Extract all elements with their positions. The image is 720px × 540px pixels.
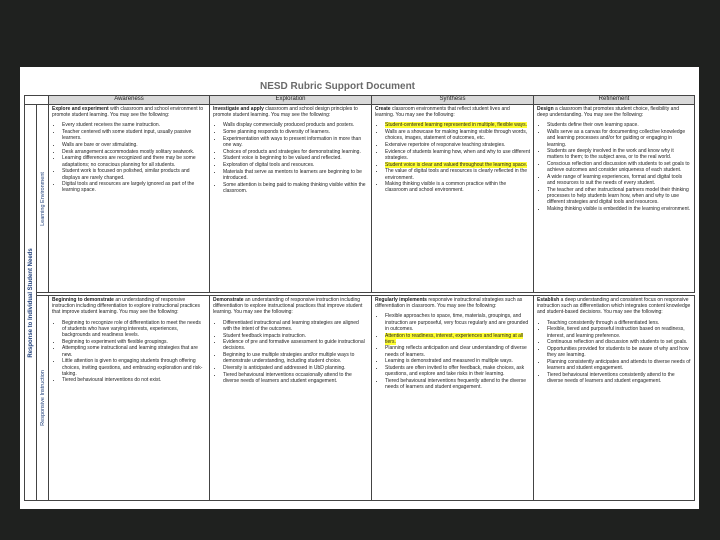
cell-bullet-item bbox=[385, 378, 530, 390]
cell-bullet-text: Teaching consistently through a differentiated lens. bbox=[547, 319, 660, 326]
cell-intro bbox=[52, 297, 206, 316]
outer-row-label bbox=[25, 105, 37, 501]
rubric-table bbox=[24, 95, 695, 501]
cell-intro-text: classroom environments that reflect student lives and learning. You may see the following: bbox=[375, 106, 510, 119]
cell-bullet-item bbox=[223, 352, 368, 364]
cell-bullet-text: Tiered behavioural interventions occasionally attend to the diverse needs of learners and student engagement. bbox=[223, 371, 352, 384]
cell-bullet-item bbox=[547, 320, 691, 326]
cell-bullet-text: Choices of products and strategies for demonstrating learning. bbox=[223, 148, 361, 155]
cell-intro-text: classroom and school design principles to promote student learning. You may see the following: bbox=[213, 106, 358, 119]
cell-bullet-text: Beginning to experiment with flexible groupings. bbox=[62, 338, 168, 345]
cell-bullet-item bbox=[223, 365, 368, 371]
rubric-table-wrapper bbox=[24, 95, 694, 505]
cell-bullet-item bbox=[62, 149, 206, 155]
cell-bullet-item bbox=[62, 320, 206, 339]
cell bbox=[372, 105, 534, 293]
cell-intro bbox=[52, 106, 206, 118]
rubric-document bbox=[20, 67, 699, 509]
cell-bullet-text: Tiered behavioural interventions do not exist. bbox=[62, 377, 162, 384]
cell-bullet-item bbox=[62, 181, 206, 193]
cell-bullet-item bbox=[223, 122, 368, 128]
cell-bullet-text: Walls serve as a canvas for documenting collective knowledge and learning processes and/or for guiding or engaging in learning. bbox=[547, 129, 686, 148]
cell-bullet-text: Teacher centered with some student input, usually passive learners. bbox=[62, 129, 192, 142]
cell-bullet-text: Differentiated instructional and learning strategies are aligned with the intent of the outcomes. bbox=[223, 319, 359, 332]
cell-bullet-text: Desk arrangement accommodates mostly solitary seatwork. bbox=[62, 148, 195, 155]
cell-bullet-text: Student-centered learning represented in multiple, flexible ways. bbox=[385, 122, 528, 129]
cell-intro bbox=[375, 106, 530, 118]
cell-bullet-text: Flexible approaches to space, time, materials, groupings, and instruction are purposeful, very focus regularly and are grounded in outcomes. bbox=[385, 313, 529, 332]
cell-bullet-list bbox=[213, 122, 368, 194]
cell-bullet-text: Planning consistently anticipates and attends to diverse needs of learners and student engagement. bbox=[547, 358, 691, 372]
cell-intro-keyword: Regularly implements bbox=[375, 297, 427, 303]
cell-bullet-item bbox=[223, 320, 368, 332]
cell-intro-text: an understanding of responsive instruction including differentiation to explore instructional practices that improve student learning. You may see the following: bbox=[52, 297, 201, 316]
cell-bullet-text: Conscious reflection and discussion with students to set goals to achieve outcomes and consider uniqueness of each student. bbox=[547, 161, 690, 174]
cell-bullet-text: Materials that serve as mentors to learners are beginning to be introduced. bbox=[223, 168, 362, 182]
cell-bullet-list bbox=[537, 320, 691, 385]
cell-intro-text: a classroom that promotes student choice, flexibility and deep understanding. You may see the following: bbox=[537, 106, 680, 119]
cell-bullet-text: Exploration of digital tools and resources. bbox=[223, 162, 315, 169]
cell-bullet-item bbox=[223, 339, 368, 351]
cell-bullet-item bbox=[547, 187, 691, 206]
cell-bullet-item bbox=[547, 339, 691, 345]
cell-bullet-text: Digital tools and resources are largely ignored as part of the learning space. bbox=[62, 181, 195, 194]
cell-bullet-text: Students define their own learning space. bbox=[547, 122, 639, 129]
cell-bullet-text: Experimentation with ways to present information in more than one way. bbox=[223, 135, 362, 149]
cell-bullet-text: Evidence of pre and formative assessment to guide instructional decisions. bbox=[223, 339, 365, 352]
row-responsive-instruction bbox=[25, 296, 695, 501]
cell-bullet-text: Students are often invited to offer feedback, make choices, ask questions, and explore and take risks in their learning. bbox=[385, 365, 525, 378]
cell-intro-keyword: Beginning to demonstrate bbox=[52, 297, 114, 303]
cell-bullet-text: Diversity is anticipated and addressed in UbD planning. bbox=[223, 365, 346, 372]
cell-bullet-item bbox=[547, 161, 691, 173]
cell-intro-keyword: Explore and experiment bbox=[52, 106, 109, 112]
cell-bullet-text: Some attention is being paid to making thinking visible within the classroom. bbox=[223, 181, 366, 194]
cell-bullet-item bbox=[547, 326, 691, 338]
cell-bullet-text: Little attention is given to engaging students through offering choices, inviting questions, and embracing exploration and risk-taking. bbox=[62, 358, 203, 377]
cell-bullet-list bbox=[537, 122, 691, 212]
cell-bullet-item bbox=[62, 122, 206, 128]
cell bbox=[210, 105, 372, 293]
cell-bullet-text: Learning is demonstrated and measured in multiple ways. bbox=[385, 358, 513, 365]
cell-bullet-text: The teacher and other instructional partners model their thinking processes to help students learn how, when and why to use different strategies and digital tools and resources. bbox=[547, 186, 689, 206]
cell-bullet-item bbox=[385, 365, 530, 377]
cell-bullet-text: Making thinking visible is embedded in the learning environment. bbox=[547, 206, 691, 213]
cell-bullet-item bbox=[223, 129, 368, 135]
cell-bullet-item bbox=[385, 162, 530, 168]
cell-intro bbox=[213, 297, 368, 316]
cell-bullet-item bbox=[547, 206, 691, 212]
cell-bullet-list bbox=[52, 320, 206, 384]
cell-bullet-text: Student feedback impacts instruction. bbox=[223, 332, 307, 339]
document-title: NESD Rubric Support Document bbox=[260, 81, 416, 92]
cell-bullet-item bbox=[62, 339, 206, 345]
row-label-learning-environment bbox=[37, 105, 49, 293]
cell-bullet-text: Student work is focused on polished, similar products and displays are rarely changed. bbox=[62, 168, 190, 181]
cell-bullet-item bbox=[223, 149, 368, 155]
cell-bullet-text: Beginning to use multiple strategies and/or multiple ways to demonstrate understanding, including student choice. bbox=[223, 352, 355, 365]
cell-bullet-text: Student voice is beginning to be valued and reflected. bbox=[223, 155, 342, 162]
cell-bullet-text: A wide range of learning experiences, format and digital tools and resources to suit the needs of every student. bbox=[547, 174, 683, 187]
cell-intro bbox=[375, 297, 530, 309]
cell-intro bbox=[537, 106, 691, 118]
cell-intro-text: responsive instructional strategies such as differentiation in classroom. You may see the following: bbox=[375, 297, 523, 310]
cell bbox=[534, 105, 695, 293]
cell bbox=[49, 296, 210, 501]
cell-bullet-text: Student voice is clear and valued throughout the learning space. bbox=[385, 161, 528, 168]
cell-bullet-item bbox=[385, 142, 530, 148]
column-header-awareness: Awareness bbox=[49, 96, 210, 105]
column-header-refinement: Refinement bbox=[534, 96, 695, 105]
cell-intro-keyword: Establish bbox=[537, 297, 560, 303]
row-label-text: Responsive Instruction bbox=[39, 370, 46, 426]
cell-bullet-item bbox=[62, 142, 206, 148]
cell-intro-keyword: Investigate and apply bbox=[213, 106, 264, 112]
cell-bullet-item bbox=[62, 155, 206, 167]
cell-bullet-item bbox=[223, 155, 368, 161]
header-blank bbox=[25, 96, 49, 105]
cell-bullet-item bbox=[385, 129, 530, 141]
cell-bullet-text: Every student receives the same instruction. bbox=[62, 122, 161, 129]
cell-bullet-item bbox=[62, 168, 206, 180]
cell-bullet-item bbox=[223, 372, 368, 384]
cell-bullet-text: Attention to readiness, interest, experiences and learning at all tiers. bbox=[385, 332, 524, 345]
cell-bullet-item bbox=[385, 149, 530, 161]
cell-intro-text: with classroom and school environment to promote student learning. You may see the following: bbox=[52, 106, 204, 119]
cell-intro-keyword: Demonstrate bbox=[213, 297, 244, 303]
cell bbox=[210, 296, 372, 501]
cell-intro-text: a deep understanding and consistent focus on responsive instruction such as differentiation which integrates content knowledge and student-based decisions. You may see the following: bbox=[537, 297, 691, 316]
cell-bullet-item bbox=[62, 129, 206, 141]
cell-bullet-item bbox=[223, 333, 368, 339]
cell-bullet-text: The value of digital tools and resources is clearly reflected in the environment. bbox=[385, 168, 528, 181]
cell-bullet-item bbox=[385, 122, 530, 128]
cell-bullet-item bbox=[385, 358, 530, 364]
cell-bullet-item bbox=[547, 359, 691, 371]
cell-intro-keyword: Create bbox=[375, 106, 391, 112]
cell-intro-text: an understanding of responsive instruction including differentiation to explore instructional practices that improve student learning. You may see the following: bbox=[213, 297, 363, 316]
cell-bullet-text: Continuous reflection and discussion with students to set goals. bbox=[547, 339, 688, 346]
cell-bullet-list bbox=[375, 313, 530, 390]
cell-bullet-text: Evidence of students learning how, when and why to use different strategies. bbox=[385, 148, 531, 161]
cell-bullet-item bbox=[385, 333, 530, 345]
cell-bullet-item bbox=[62, 345, 206, 357]
column-header-synthesis: Synthesis bbox=[372, 96, 534, 105]
cell-bullet-item bbox=[223, 169, 368, 181]
cell-bullet-item bbox=[547, 148, 691, 160]
cell-bullet-text: Walls are a showcase for making learning visible through words, choices, images, statement of outcomes, etc. bbox=[385, 129, 528, 142]
cell-bullet-item bbox=[547, 129, 691, 148]
cell-bullet-item bbox=[547, 372, 691, 384]
cell-bullet-item bbox=[385, 181, 530, 193]
cell-bullet-text: Walls display commercially produced products and posters. bbox=[223, 122, 355, 129]
cell-bullet-item bbox=[223, 182, 368, 194]
cell-bullet-item bbox=[62, 358, 206, 377]
cell-intro bbox=[213, 106, 368, 118]
cell-bullet-item bbox=[547, 122, 691, 128]
row-label-responsive-instruction bbox=[37, 296, 49, 501]
cell-bullet-text: Students are deeply involved in the work and know why it matters to them; to the subject area, or to the real world. bbox=[547, 148, 674, 161]
cell-bullet-item bbox=[223, 162, 368, 168]
cell-bullet-text: Some planning responds to diversity of learners. bbox=[223, 129, 331, 136]
outer-label-text: Response to Individual Student Needs bbox=[27, 247, 34, 358]
cell-bullet-item bbox=[223, 136, 368, 148]
cell-bullet-text: Learning differences are recognized and there may be some adaptations; no conscious planning for all students. bbox=[62, 155, 196, 168]
cell-bullet-item bbox=[385, 313, 530, 332]
cell-bullet-text: Extensive repertoire of responsive teaching strategies. bbox=[385, 142, 506, 149]
cell-bullet-list bbox=[52, 122, 206, 193]
cell bbox=[534, 296, 695, 501]
row-learning-environment bbox=[25, 105, 695, 293]
column-header-exploration: Exploration bbox=[210, 96, 372, 105]
cell-bullet-item bbox=[385, 345, 530, 357]
cell-bullet-item bbox=[62, 377, 206, 383]
cell-intro bbox=[537, 297, 691, 316]
cell bbox=[49, 105, 210, 293]
cell-bullet-text: Making thinking visible is a common practice within the classroom and school environment. bbox=[385, 181, 507, 194]
cell-bullet-text: Beginning to recognize role of differentiation to meet the needs of students who have varying interests, experiences, backgrounds and readiness levels. bbox=[62, 319, 201, 339]
row-label-text: Learning Environment bbox=[39, 171, 46, 226]
header-row bbox=[25, 96, 695, 105]
cell-bullet-text: Tiered behavioural interventions frequently attend to the diverse needs of learners and student engagement. bbox=[385, 377, 527, 391]
cell-bullet-text: Planning reflects anticipation and clear understanding of diverse needs of learners. bbox=[385, 345, 527, 358]
cell-bullet-text: Opportunities provided for students to be aware of why and how they are learning. bbox=[547, 345, 689, 359]
cell-bullet-item bbox=[385, 168, 530, 180]
cell-bullet-text: Walls are bare or over stimulating. bbox=[62, 142, 138, 149]
cell-bullet-list bbox=[375, 122, 530, 193]
cell bbox=[372, 296, 534, 501]
cell-bullet-item bbox=[547, 174, 691, 186]
cell-bullet-list bbox=[213, 320, 368, 385]
cell-bullet-text: Attempting some instructional and learning strategies that are new. bbox=[62, 345, 198, 358]
cell-bullet-text: Tiered behavioural interventions consistently attend to the diverse needs of learners and student engagement. bbox=[547, 371, 675, 384]
cell-bullet-text: Flexible, tiered and purposeful instruction based on readiness, interest, and learning preference. bbox=[547, 326, 685, 339]
cell-intro-keyword: Design bbox=[537, 106, 554, 112]
cell-bullet-item bbox=[547, 346, 691, 358]
